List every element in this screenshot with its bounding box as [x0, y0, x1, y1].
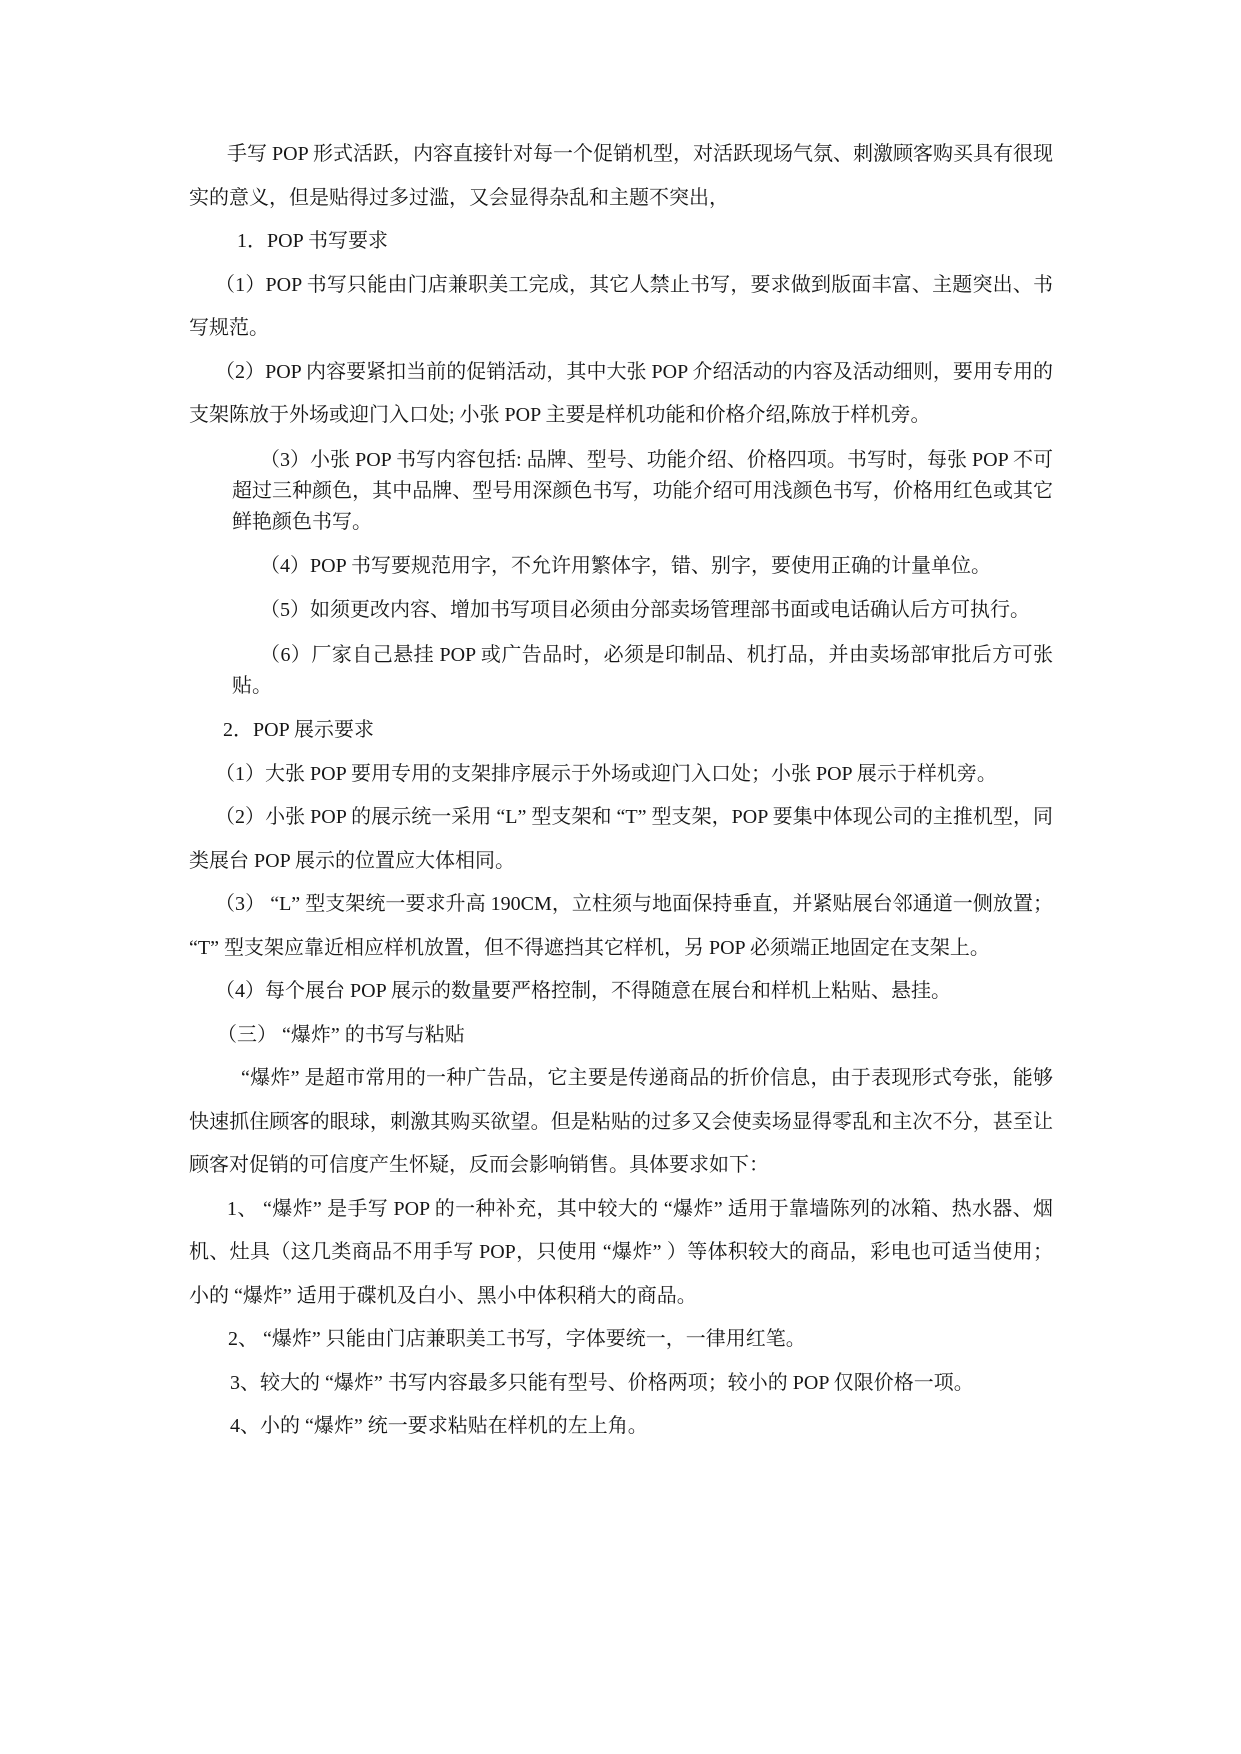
- display-item-2: （2）小张 POP 的展示统一采用 “L” 型支架和 “T” 型支架，POP 要集中体现公司的主推机型，同类展台 POP 展示的位置应大体相同。: [189, 806, 1053, 872]
- baozha-item-1: 1、 “爆炸” 是手写 POP 的一种补充，其中较大的 “爆炸” 适用于靠墙陈列的冰箱、热水器、烟机、灶具（这几类商品不用手写 POP，只使用 “爆炸” ）等体积较大的商品，彩电也可适当使用；小的 “爆炸” 适用于碟机及白小、黑小中体积稍大的商品。: [189, 1197, 1053, 1307]
- baozha-intro-paragraph: “爆炸” 是超市常用的一种广告品，它主要是传递商品的折价信息，由于表现形式夸张，能够快速抓住顾客的眼球，刺激其购买欲望。但是粘贴的过多又会使卖场显得零乱和主次不分，甚至让顾客对促销的可信度产生怀疑，反而会影响销售。具体要求如下：: [189, 1067, 1053, 1176]
- heading-pop-writing-requirements: 1．POP 书写要求: [237, 230, 388, 252]
- baozha-item-4: 4、小的 “爆炸” 统一要求粘贴在样机的左上角。: [230, 1415, 648, 1437]
- writing-item-3: （3）小张 POP 书写内容包括: 品牌、型号、功能介绍、价格四项。书写时，每张 POP 不可超过三种颜色，其中品牌、型号用深颜色书写，功能介绍可用浅颜色书写，价格用红色或其它鲜艳颜色书写。: [232, 448, 1053, 533]
- heading-baozha-section: （三） “爆炸” 的书写与粘贴: [217, 1023, 465, 1046]
- intro-paragraph: 手写 POP 形式活跃，内容直接针对每一个促销机型，对活跃现场气氛、刺激顾客购买具有很现实的意义，但是贴得过多过滥，又会显得杂乱和主题不突出，: [189, 143, 1053, 209]
- baozha-item-3: 3、较大的 “爆炸” 书写内容最多只能有型号、价格两项；较小的 POP 仅限价格一项。: [230, 1371, 974, 1394]
- display-item-1: （1）大张 POP 要用专用的支架排序展示于外场或迎门入口处；小张 POP 展示于样机旁。: [215, 762, 997, 785]
- writing-item-6: （6）厂家自己悬挂 POP 或广告品时，必须是印制品、机打品，并由卖场部审批后方可张贴。: [232, 644, 1053, 697]
- baozha-item-2: 2、 “爆炸” 只能由门店兼职美工书写，字体要统一，一律用红笔。: [228, 1328, 806, 1350]
- writing-item-4: （4）POP 书写要规范用字，不允许用繁体字，错、别字，要使用正确的计量单位。: [260, 554, 991, 577]
- writing-item-1: （1）POP 书写只能由门店兼职美工完成，其它人禁止书写，要求做到版面丰富、主题突出、书写规范。: [189, 273, 1053, 339]
- document-body: [189, 133, 1058, 1449]
- heading-pop-display-requirements: 2．POP 展示要求: [223, 719, 374, 741]
- writing-item-2: （2）POP 内容要紧扣当前的促销活动，其中大张 POP 介绍活动的内容及活动细则，要用专用的支架陈放于外场或迎门入口处; 小张 POP 主要是样机功能和价格介绍,陈放于样机旁。: [189, 360, 1053, 426]
- writing-item-5: （5）如须更改内容、增加书写项目必须由分部卖场管理部书面或电话确认后方可执行。: [260, 599, 1030, 621]
- display-item-3: （3） “L” 型支架统一要求升高 190CM，立柱须与地面保持垂直，并紧贴展台邻通道一侧放置； “T” 型支架应靠近相应样机放置，但不得遮挡其它样机，另 POP 必须端正地固定在支架上。: [189, 893, 1058, 959]
- display-item-4: （4）每个展台 POP 展示的数量要严格控制，不得随意在展台和样机上粘贴、悬挂。: [215, 980, 951, 1002]
